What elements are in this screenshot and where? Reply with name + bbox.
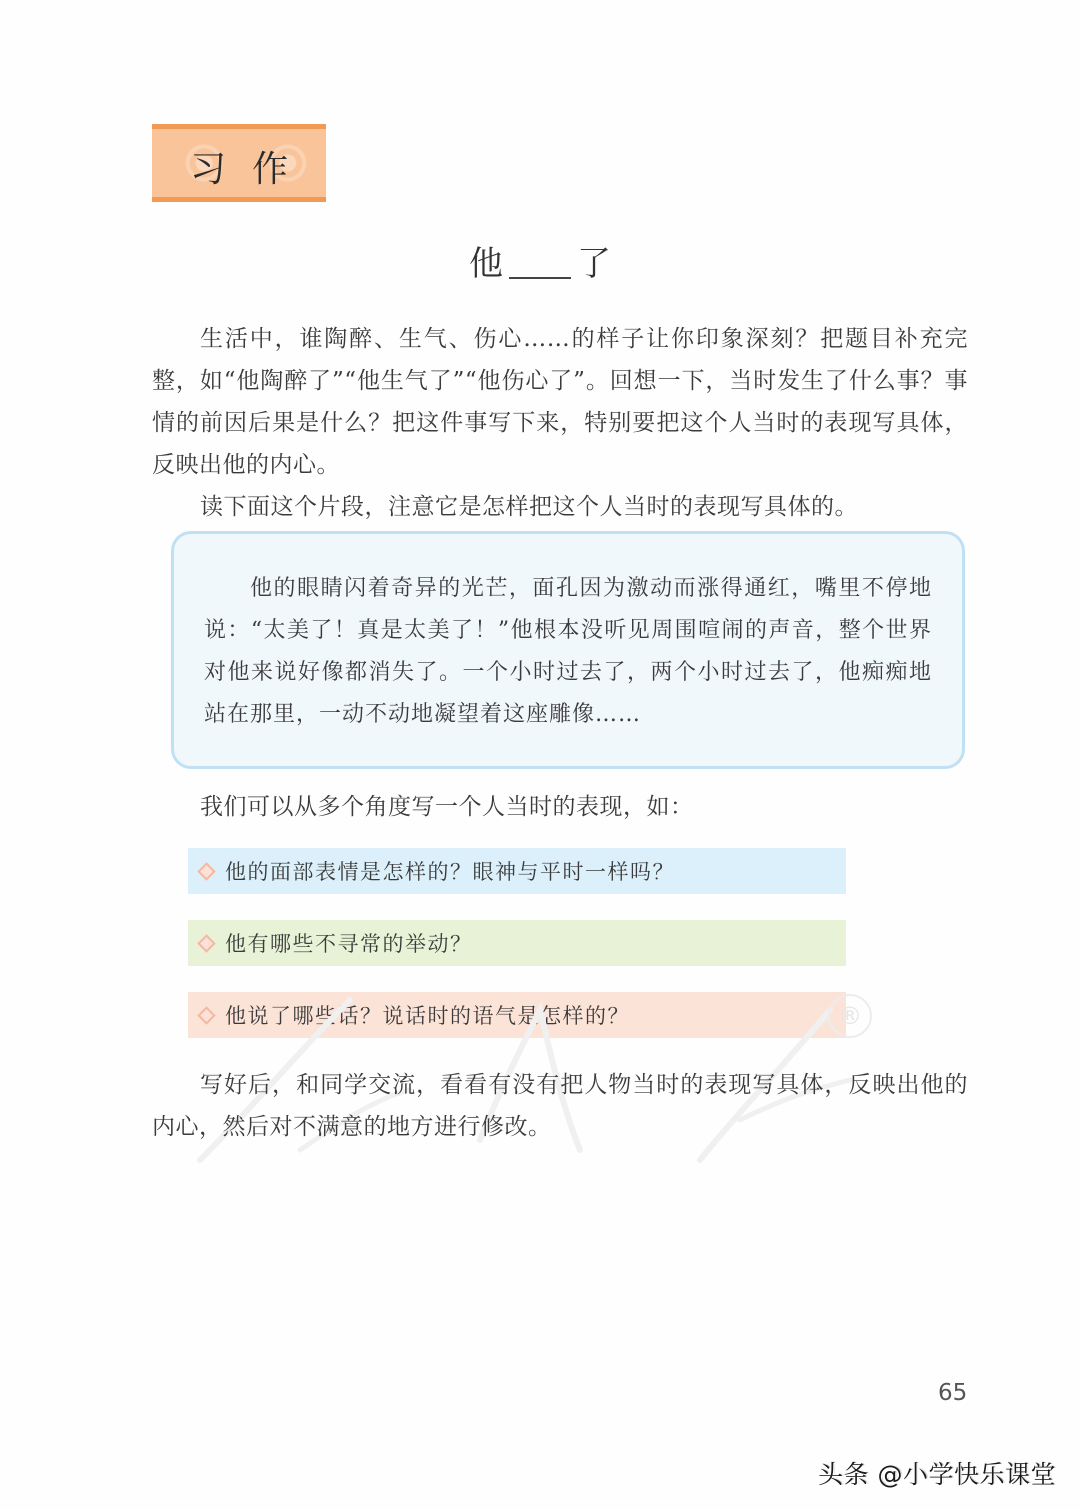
composition-title — [0, 236, 1080, 285]
prompt-text: 他的面部表情是怎样的？眼神与平时一样吗？ — [225, 860, 675, 884]
title-blank-line — [509, 257, 571, 279]
prompt-actions — [188, 920, 846, 966]
page-number: 65 — [938, 1380, 968, 1406]
excerpt-instruction: 读下面这个片段，注意它是怎样把这个人当时的表现写具体的。 — [200, 494, 858, 520]
angles-intro: 我们可以从多个角度写一个人当时的表现，如： — [200, 794, 694, 820]
source-credit: 头条 @小学快乐课堂 — [818, 1460, 1056, 1489]
prompt-facial-expression — [188, 848, 846, 894]
title-prefix: 他 — [469, 244, 503, 284]
prompt-speech — [188, 992, 846, 1038]
prompt-text: 他说了哪些话？说话时的语气是怎样的？ — [225, 1004, 630, 1028]
registered-mark-icon: ® — [828, 994, 872, 1038]
intro-paragraph: 生活中，谁陶醉、生气、伤心……的样子让你印象深刻？把题目补充完整，如“他陶醉了”“他生气了”“他伤心了”。回想一下，当时发生了什么事？事情的前因后果是什么？把这件事写下来，特别要把这个人当时的表现写具体，反映出他的内心。 — [152, 326, 968, 478]
prompt-text: 他有哪些不寻常的举动？ — [225, 932, 473, 956]
closing-paragraph: 写好后，和同学交流，看看有没有把人物当时的表现写具体，反映出他的内心，然后对不满意的地方进行修改。 — [152, 1072, 968, 1140]
diamond-bullet-icon — [197, 862, 215, 880]
section-banner — [152, 124, 326, 202]
title-suffix: 了 — [577, 244, 611, 284]
diamond-bullet-icon — [197, 1006, 215, 1024]
diamond-bullet-icon — [197, 934, 215, 952]
excerpt-text: 他的眼睛闪着奇异的光芒，面孔因为激动而涨得通红，嘴里不停地说：“太美了！真是太美了！”他根本没听见周围喧闹的声音，整个世界对他来说好像都消失了。一个小时过去了，两个小时过去了，他痴痴地站在那里，一动不动地凝望着这座雕像…… — [204, 576, 932, 727]
excerpt-box — [171, 531, 965, 769]
section-banner-label: 习作 — [189, 149, 314, 190]
